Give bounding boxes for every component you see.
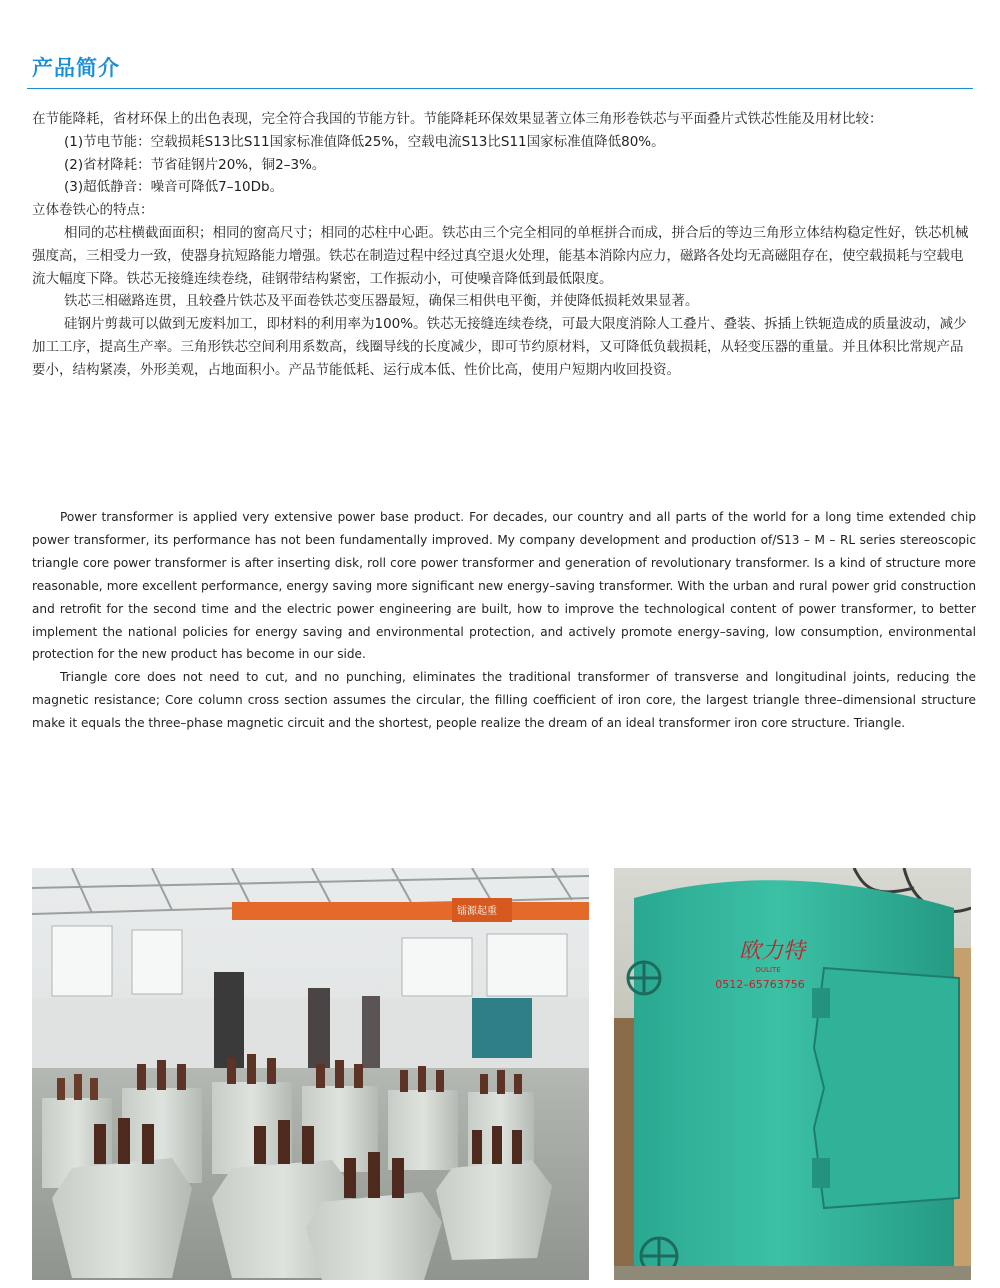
- overhead-crane: [232, 902, 589, 920]
- en-paragraph-2: Triangle core does not need to cut, and no punching, eliminates the traditional transformer of transverse and longitudinal joints, reducing the magnetic resistance; Core column cross section assumes the circular, the filling coefficient of iron core, the largest triangle three–dimensional structure make it equals the three–phase magnetic circuit and the shortest, people realize the dream of an ideal transformer iron core structure. Triangle.: [32, 670, 976, 731]
- section-title: 产品简介: [32, 56, 120, 80]
- cn-features-heading: 立体卷铁心的特点：: [32, 202, 154, 219]
- furnace-door: [814, 968, 959, 1208]
- title-divider: [27, 88, 973, 89]
- cn-point-2: (2)省材降耗：节省硅钢片20%，铜2–3%。: [64, 156, 326, 173]
- brand-logo: 欧力特: [738, 939, 806, 964]
- annealing-furnace-photo: [614, 868, 971, 1280]
- brand-subtitle: OULITE: [755, 966, 781, 974]
- cn-paragraph-1: 相同的芯柱横截面面积；相同的窗高尺寸；相同的芯柱中心距。铁芯由三个完全相同的单框拼合而成，拼合后的等边三角形立体结构稳定性好，铁芯机械强度高，三相受力一致，使器身抗短路能力增强。铁芯在制造过程中经过真空退火处理，能基本消除内应力，磁路各处均无高磁阻存在，使空载损耗与空载电流大幅度下降。铁芯无接缝连续卷绕，硅钢带结构紧密，工作振动小，可使噪音降低到最低限度。: [32, 224, 969, 287]
- cn-paragraph-2: 铁芯三相磁路连贯，且较叠片铁芯及平面卷铁芯变压器最短，确保三相供电平衡，并使降低损耗效果显著。: [64, 293, 699, 310]
- teal-machine: [472, 998, 532, 1058]
- chinese-description: [32, 108, 972, 382]
- en-paragraph-1: Power transformer is applied very extensive power base product. For decades, our country and all parts of the world for a long time extended chip power transformer, its performance has not been fundamentally improved. My company development and production of/S13 – M – RL series stereoscopic triangle core power transformer is after inserting disk, roll core power transformer and generation of revolutionary transformer. Is a kind of structure more reasonable, more excellent performance, energy saving more significant new energy–saving transformer. With the urban and rural power grid construction and retrofit for the second time and the electric power engineering are built, how to improve the technological content of power transformer, to better implement the national policies for energy saving and environmental protection, and actively promote energy–saving, low consumption, environmental protection for the new product has become in our side.: [32, 510, 976, 662]
- factory-floor-photo: [32, 868, 589, 1280]
- cn-intro: 在节能降耗，省材环保上的出色表现，完全符合我国的节能方针。节能降耗环保效果显著立体三角形卷铁芯与平面叠片式铁芯性能及用材比较：: [32, 111, 883, 127]
- crane-sign: 镭源起重: [457, 906, 497, 917]
- english-description: [32, 506, 976, 735]
- cn-point-1: (1)节电节能：空载损耗S13比S11国家标准值降低25%，空载电流S13比S11国家标准值降低80%。: [64, 133, 665, 150]
- brand-phone: 0512–65763756: [715, 978, 805, 991]
- cn-point-3: (3)超低静音：噪音可降低7–10Db。: [64, 179, 284, 196]
- cn-paragraph-3: 硅钢片剪裁可以做到无废料加工，即材料的利用率为100%。铁芯无接缝连续卷绕，可最大限度消除人工叠片、叠装、拆插上铁轭造成的质量波动，减少加工工序，提高生产率。三角形铁芯空间利用系数高，线圈导线的长度减少，即可节约原材料，又可降低负载损耗，从轻变压器的重量。并且体积比常规产品要小，结构紧凑，外形美观，占地面积小。产品节能低耗、运行成本低、性价比高，使用户短期内收回投资。: [32, 316, 967, 378]
